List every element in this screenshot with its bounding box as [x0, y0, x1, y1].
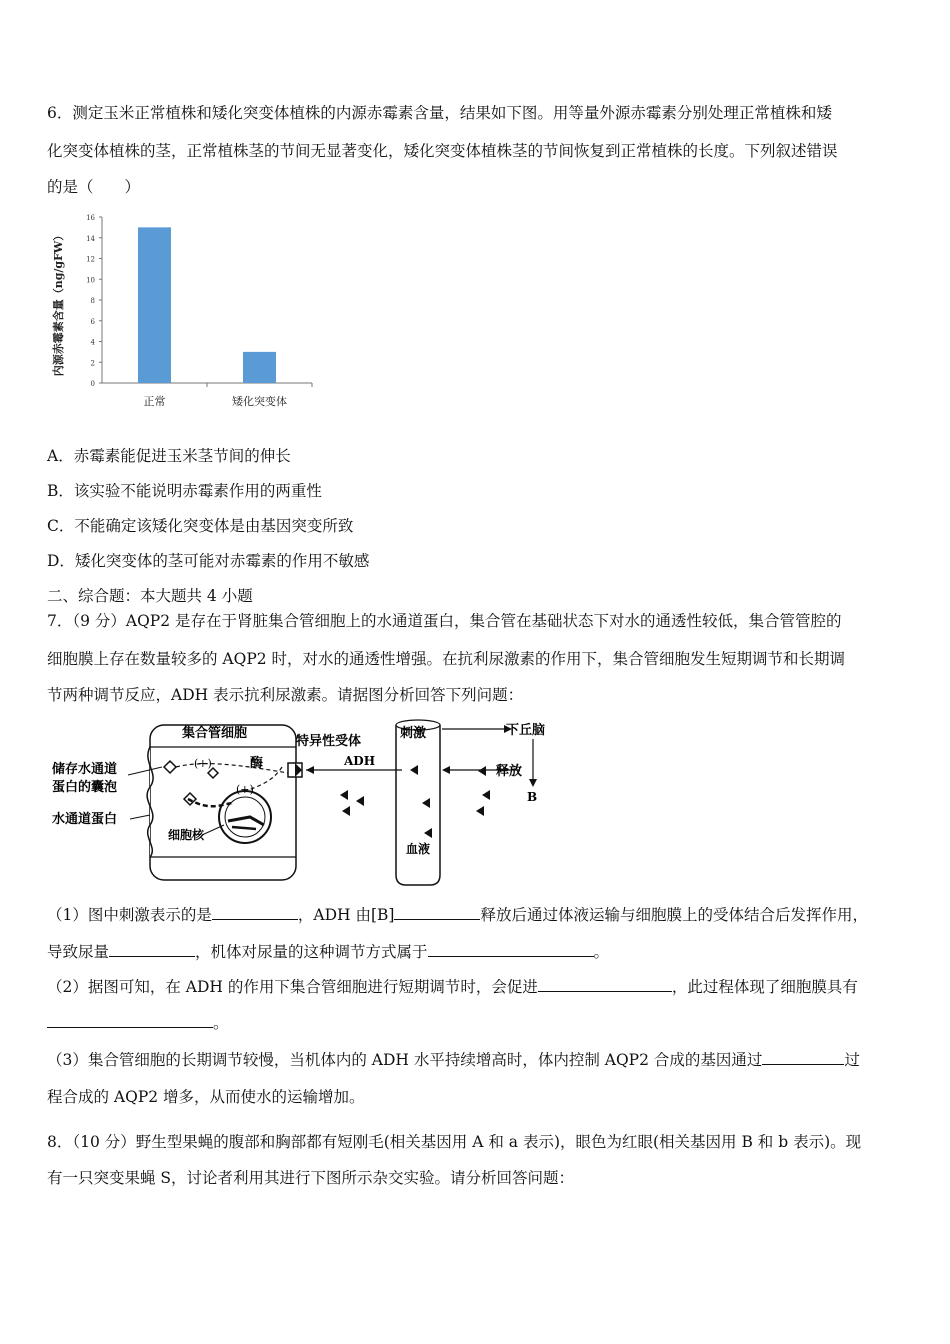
chart-bar: [243, 352, 276, 383]
q7-sub2-text-a: （2）据图可知，在 ADH 的作用下集合管细胞进行短期调节时，会促进: [47, 978, 538, 996]
chart-y-tick-label: 10: [86, 276, 95, 285]
answer-blank-b-organ[interactable]: [394, 905, 480, 920]
q7-sub3-text-b: 过: [844, 1051, 860, 1069]
diagram-plus-2: (+): [236, 783, 254, 796]
adh-regulation-diagram: [50, 715, 570, 890]
q7-stem-line3: 节两种调节反应，ADH 表示抗利尿激素。请据图分析回答下列问题：: [47, 686, 524, 704]
chart-x-tick-label: 矮化突变体: [232, 395, 287, 408]
q7-sub3-line2: 程合成的 AQP2 增多，从而使水的运输增加。: [47, 1088, 365, 1106]
diagram-b-label: B: [527, 790, 538, 804]
chart-bar: [138, 227, 171, 383]
chart-y-tick-label: 12: [86, 255, 95, 264]
q6-option-b: B．该实验不能说明赤霉素作用的两重性: [47, 482, 322, 500]
chart-y-tick-label: 16: [86, 214, 95, 222]
q7-sub2-text-c: 。: [213, 1014, 229, 1032]
q6-stem-line3: 的是（ ）: [47, 178, 141, 196]
chart-y-tick-label: 14: [86, 234, 95, 243]
diagram-nucleus-label: 细胞核: [168, 828, 205, 842]
q7-sub2-line2: [47, 1013, 229, 1033]
q7-sub1-text-a: （1）图中刺激表示的是: [47, 906, 212, 924]
q7-sub2-line1: [47, 977, 858, 997]
diagram-channel-label: 水通道蛋白: [52, 812, 118, 827]
q6-option-a: A．赤霉素能促进玉米茎节间的伸长: [47, 447, 291, 465]
nucleus-shape: [219, 791, 271, 843]
chart-ylabel: 内源赤霉素含量（ng/gFW）: [52, 229, 65, 377]
answer-blank-regulation[interactable]: [428, 942, 594, 957]
q7-sub2-text-b: ，此过程体现了细胞膜具有: [671, 978, 858, 996]
gibberellin-bar-chart: [40, 205, 340, 420]
diagram-stimulus-label: 刺激: [400, 726, 427, 741]
chart-x-tick-label: 正常: [143, 395, 166, 408]
diagram-enzyme-label: 酶: [250, 756, 264, 771]
diagram-cell-title: 集合管细胞: [182, 726, 248, 741]
chart-y-tick-label: 2: [90, 359, 95, 368]
diagram-vesicle-label-1: 储存水通道: [52, 762, 118, 777]
q7-sub1-text-c: 释放后通过体液运输与细胞膜上的受体结合后发挥作用，: [480, 906, 868, 924]
q7-sub3-text-a: （3）集合管细胞的长期调节较慢，当机体内的 ADH 水平持续增高时，体内控制 AQP2 合成的基因通过: [47, 1051, 763, 1069]
diagram-plus-1: (+): [194, 757, 212, 770]
adh-molecules: [340, 765, 490, 838]
q7-sub1-text-d: 导致尿量: [47, 943, 110, 961]
q7-sub1-line1: [47, 905, 868, 925]
q8-stem-line1: 8．（10 分）野生型果蝇的腹部和胸部都有短刚毛(相关基因用 A 和 a 表示)，眼色为红眼(相关基因用 B 和 b 表示)。现: [47, 1133, 862, 1151]
answer-blank-short-term[interactable]: [538, 977, 672, 992]
answer-blank-gene-expression[interactable]: [762, 1050, 844, 1065]
diagram-hypothalamus-label: 下丘脑: [506, 723, 546, 738]
diagram-blood-label: 血液: [406, 842, 431, 856]
answer-blank-stimulus[interactable]: [212, 905, 298, 920]
q7-sub1-line2: [47, 942, 609, 962]
q6-option-d: D．矮化突变体的茎可能对赤霉素的作用不敏感: [47, 552, 370, 570]
q7-sub1-text-b: ，ADH 由[B]: [297, 906, 395, 924]
q8-stem-line2: 有一只突变果蝇 S，讨论者利用其进行下图所示杂交实验。请分析回答问题：: [47, 1169, 575, 1187]
q7-stem-line1: 7．（9 分）AQP2 是存在于肾脏集合管细胞上的水通道蛋白，集合管在基础状态下对水的通透性较低，集合管管腔的: [47, 612, 842, 630]
q7-stem-line2: 细胞膜上存在数量较多的 AQP2 时，对水的通透性增强。在抗利尿激素的作用下，集合管细胞发生短期调节和长期调: [47, 650, 846, 668]
section-heading: 二、综合题：本大题共 4 小题: [47, 587, 253, 605]
q7-sub1-text-f: 。: [593, 943, 610, 961]
answer-blank-membrane[interactable]: [47, 1013, 213, 1028]
q7-sub3-line1: [47, 1050, 860, 1070]
diagram-release-label: 释放: [496, 764, 523, 779]
q6-option-c: C．不能确定该矮化突变体是由基因突变所致: [47, 517, 354, 535]
q6-stem-line2: 化突变体植株的茎，正常植株茎的节间无显著变化，矮化突变体植株茎的节间恢复到正常植株的长度。下列叙述错误: [47, 142, 838, 160]
diagram-adh-label: ADH: [344, 754, 376, 768]
chart-y-tick-label: 6: [90, 317, 95, 326]
diagram-receptor-label: 特异性受体: [296, 734, 362, 749]
chart-y-tick-label: 8: [90, 297, 95, 305]
diagram-vesicle-label-2: 蛋白的囊泡: [52, 780, 118, 795]
chart-y-tick-label: 4: [90, 338, 95, 347]
answer-blank-urine[interactable]: [109, 942, 195, 957]
q7-sub1-text-e: ，机体对尿量的这种调节方式属于: [195, 943, 428, 961]
q6-stem-line1: 6．测定玉米正常植株和矮化突变体植株的内源赤霉素含量，结果如下图。用等量外源赤霉素分别处理正常植株和矮: [47, 104, 832, 122]
chart-y-tick-label: 0: [90, 380, 95, 388]
